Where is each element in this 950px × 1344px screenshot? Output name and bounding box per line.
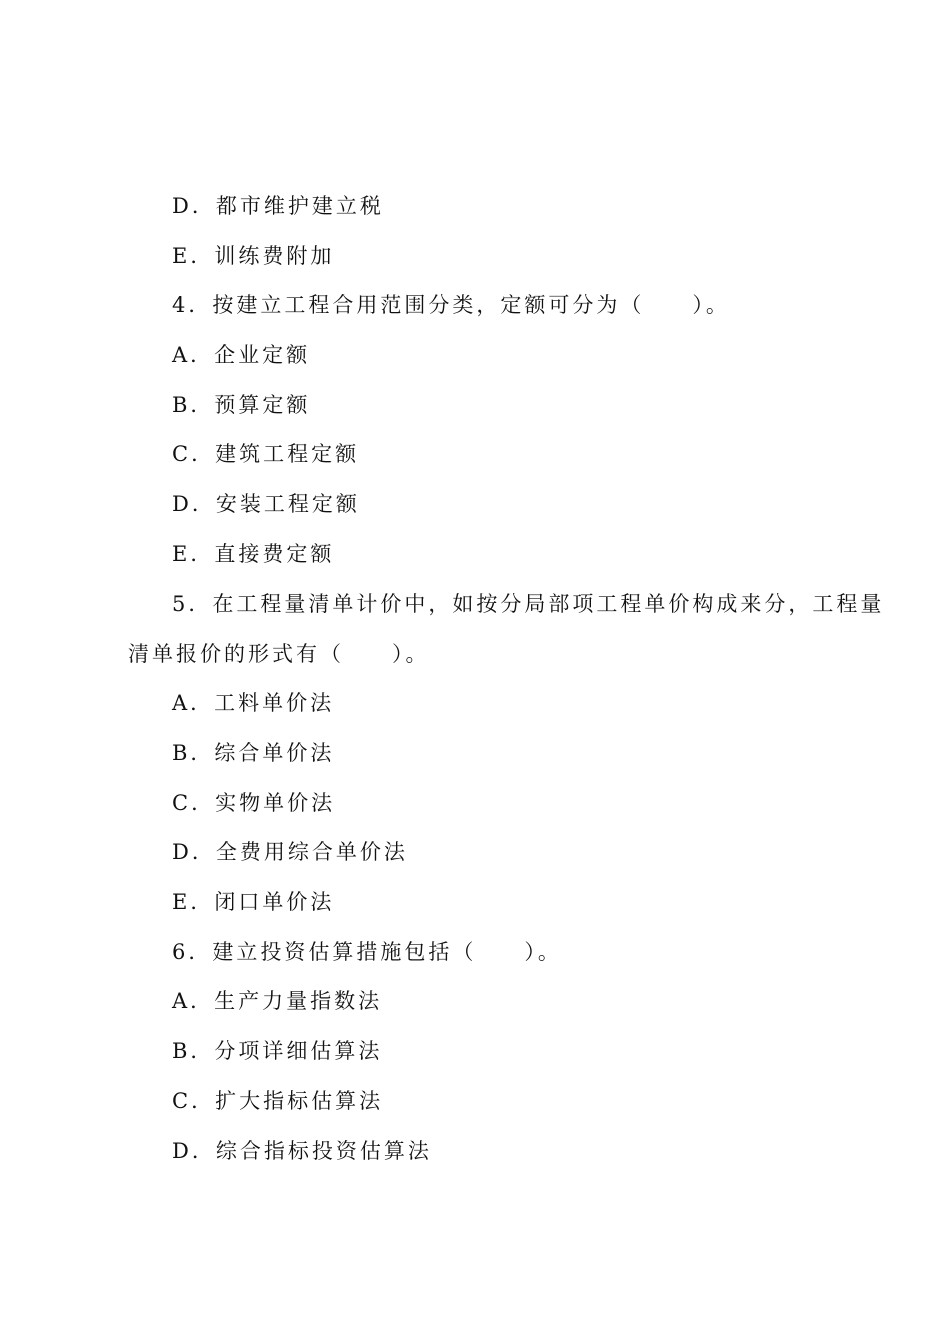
question-5-line-1: 5．在工程量清单计价中，如按分局部项工程单价构成来分，工程量 bbox=[172, 592, 885, 616]
option-b-q6: B．分项详细估算法 bbox=[172, 1039, 383, 1063]
option-a-q5: A．工料单价法 bbox=[172, 691, 335, 715]
option-d-q6: D．综合指标投资估算法 bbox=[172, 1139, 432, 1163]
option-e-q3: E．训练费附加 bbox=[172, 244, 335, 268]
option-d-q4: D．安装工程定额 bbox=[172, 492, 360, 516]
option-d-q5: D．全费用综合单价法 bbox=[172, 840, 408, 864]
option-b-q4: B．预算定额 bbox=[172, 393, 311, 417]
option-c-q5: C．实物单价法 bbox=[172, 791, 336, 815]
option-a-q4: A．企业定额 bbox=[172, 343, 311, 367]
option-a-q6: A．生产力量指数法 bbox=[172, 989, 383, 1013]
option-e-q4: E．直接费定额 bbox=[172, 542, 335, 566]
question-6: 6．建立投资估算措施包括（ ）。 bbox=[172, 940, 562, 964]
option-e-q5: E．闭口单价法 bbox=[172, 890, 335, 914]
option-c-q6: C．扩大指标估算法 bbox=[172, 1089, 384, 1113]
option-d-q3: D．都市维护建立税 bbox=[172, 194, 384, 218]
option-b-q5: B．综合单价法 bbox=[172, 741, 335, 765]
question-5-line-2: 清单报价的形式有（ ）。 bbox=[128, 642, 430, 666]
question-4: 4．按建立工程合用范围分类，定额可分为（ ）。 bbox=[172, 293, 730, 317]
option-c-q4: C．建筑工程定额 bbox=[172, 442, 360, 466]
